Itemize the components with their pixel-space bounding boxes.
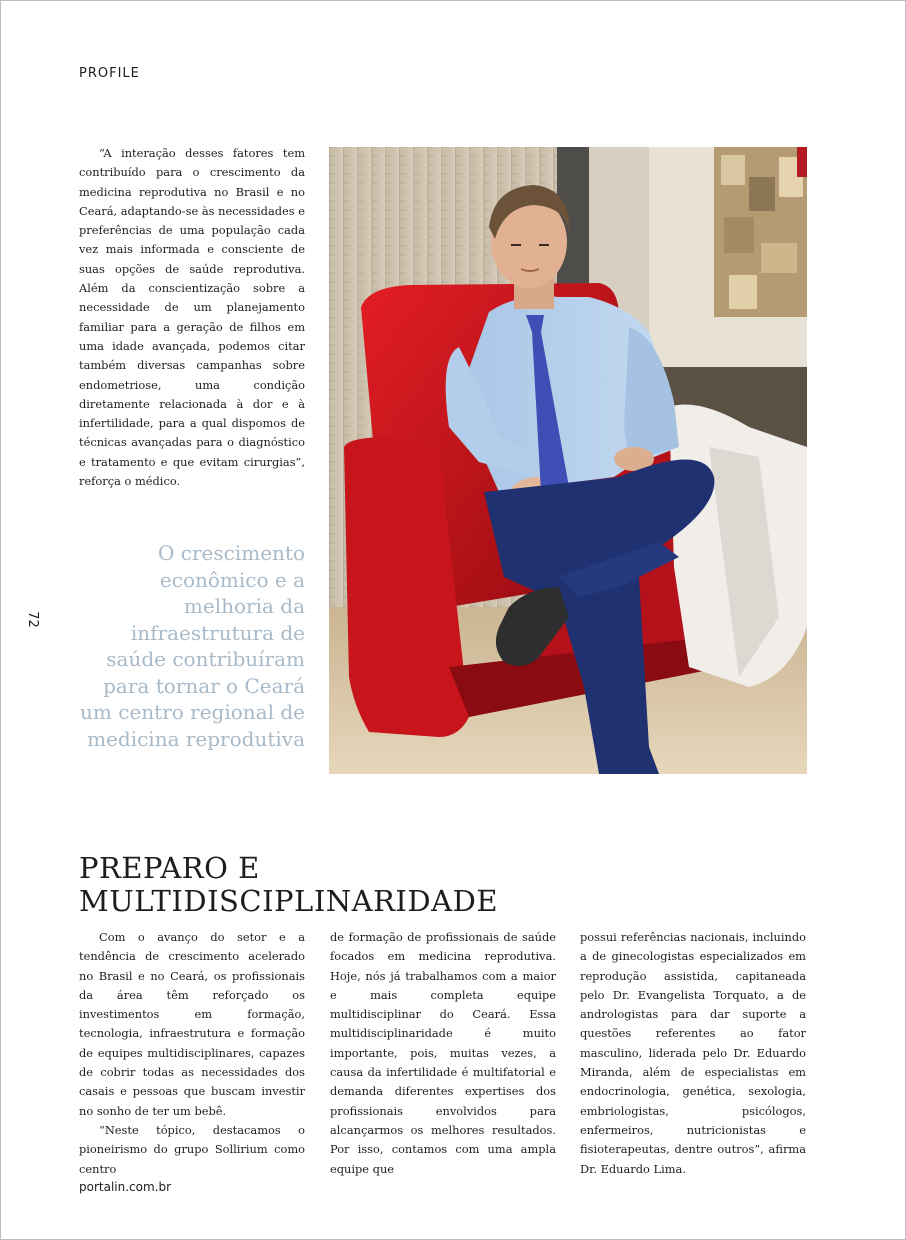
footer-site: portalin.com.br <box>79 1180 172 1194</box>
heading-line-1: PREPARO E <box>79 851 260 885</box>
quote-column <box>79 144 305 491</box>
text-column-2 <box>330 928 556 1179</box>
column-3-paragraph: possui referências nacionais, incluindo a de ginecologistas especializados em reprodução assistida, capitaneada pelo Dr. Evangelista Torquato, a de andrologistas para dar suporte a questões referentes ao fator masculino, liderada pelo Dr. Eduardo Miranda, além de especialistas em endocrinologia, genética, sexologia, embriologistas, psicólogos, enfermeiros, nutricionistas e fisioterapeutas, dentre outros”, afirma Dr. Eduardo Lima. <box>580 930 806 1176</box>
section-label: PROFILE <box>79 66 140 81</box>
text-column-1 <box>79 928 305 1179</box>
section-heading <box>79 852 839 918</box>
text-column-3 <box>580 928 806 1179</box>
quote-paragraph: “A interação desses fatores tem contribuído para o crescimento da medicina reprodutiva no Brasil e no Ceará, adaptando-se às necessidades e preferências de uma população cada vez mais informada e consciente de suas opções de saúde reprodutiva. Além da conscientização sobre a necessidade de um planejamento familiar para a geração de filhos em uma idade avançada, podemos citar também diversas campanhas sobre endometriose, uma condição diretamente relacionada à dor e à infertilidade, para a qual dispomos de técnicas avançadas para o diagnóstico e tratamento e que evitam cirurgias”, reforça o médico. <box>79 146 305 489</box>
column-2-paragraph: de formação de profissionais de saúde focados em medicina reprodutiva. Hoje, nós já trabalhamos com a maior e mais completa equipe multidisciplinar do Ceará. Essa multidisciplinaridade é muito importante, pois, muitas vezes, a causa da infertilidade é multifatorial e demanda diferentes expertises dos profissionais envolvidos para alcançarmos os melhores resultados. Por isso, contamos com uma ampla equipe que <box>330 930 556 1176</box>
column-1-paragraph-2: “Neste tópico, destacamos o pioneirismo do grupo Sollirium como centro <box>79 1122 305 1176</box>
heading-line-2: MULTIDISCIPLINARIDADE <box>79 884 498 918</box>
page-number: 72 <box>24 611 40 628</box>
doctor-photo <box>329 147 807 774</box>
column-1-paragraph-1: Com o avanço do setor e a tendência de crescimento acelerado no Brasil e no Ceará, os profissionais da área têm reforçado os investimentos em formação, tecnologia, infraestrutura e formação de equipes multidisciplinares, capazes de cobrir todas as necessidades dos casais e pessoas que buscam investir no sonho de ter um bebê. <box>79 930 305 1118</box>
pullquote: O crescimento econômico e a melhoria da infraestrutura de saúde contribuíram para tornar o Ceará um centro regional de medicina reprodutiva <box>80 541 305 751</box>
